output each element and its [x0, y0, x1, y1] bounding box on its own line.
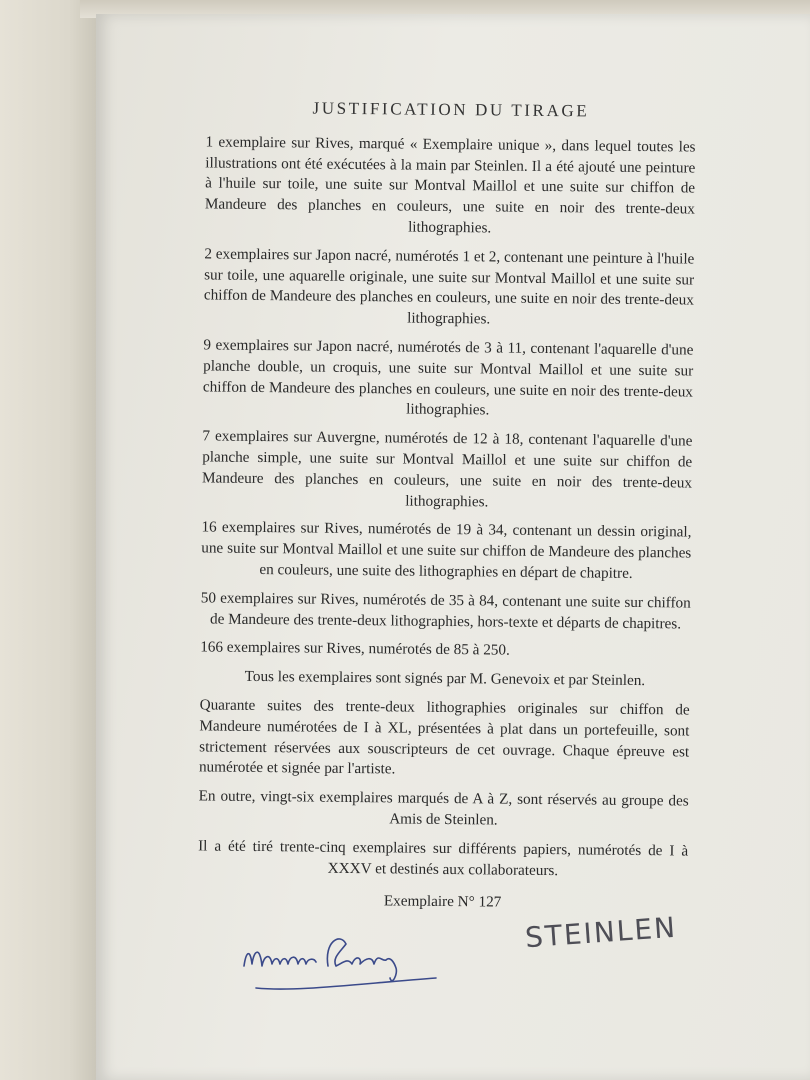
paragraph-9: Quarante suites des trente-deux lithographies originales sur chiffon de Mandeure numérotées de I à XL, présentées à plat dans un portefeuille, sont strictement réservées aux souscripteurs de cet ouvrage. Chaque épreuve est numérotée et signée par l'artiste. — [198, 696, 690, 778]
book-page — [96, 14, 810, 1080]
left-page — [0, 0, 99, 1080]
paragraph-8: Tous les exemplaires sont signés par M. Genevoix et par Steinlen. — [244, 667, 646, 690]
paragraph-2: 2 exemplaires sur Japon nacré, numérotés 1 et 2, contenant une peinture à l'huile sur toile, une aquarelle originale, une suite sur Montval Maillol et une suite sur chiffon de Mandeure des planches en couleurs, une suite en noir des trente-deux lithographies. — [203, 245, 695, 328]
justification-text — [197, 97, 695, 915]
exemplaire-number: Exemplaire N° 127 — [383, 892, 502, 911]
paragraph-6: 50 exemplaires sur Rives, numérotés de 35 à 84, contenant une suite sur chiffon de Mandeure des trente-deux lithographies, hors-texte et départs de chapitres. — [200, 589, 691, 632]
steinlen-stamp-signature: STEINLEN — [524, 910, 678, 955]
paragraph-5: 16 exemplaires sur Rives, numérotés de 19 à 34, contenant un dessin original, une suite sur Montval Maillol et une suite sur chiffon de Mandeure des planches en couleurs, une suite des lithographies en départ de chapitre. — [201, 518, 692, 582]
paragraph-11: Il a été tiré trente-cinq exemplaires sur différents papiers, numérotés de I à XXXV et destinés aux collaborateurs. — [198, 837, 689, 879]
paragraph-4: 7 exemplaires sur Auvergne, numérotés de 12 à 18, contenant l'aquarelle d'une planche simple, une suite sur Montval Maillol et une suite sur chiffon de Mandeure des planches en couleurs, une suite en noir des trente-deux lithographies. — [201, 427, 693, 510]
paragraph-10: En outre, vingt-six exemplaires marqués de A à Z, sont réservés au groupe des Amis de Steinlen. — [198, 787, 689, 829]
genevoix-signature-icon — [236, 922, 446, 1002]
paragraph-3: 9 exemplaires sur Japon nacré, numérotés de 3 à 11, contenant l'aquarelle d'une planche double, un croquis, une suite sur Montval Maillol et une suite sur chiffon de Mandeure des planches en couleurs, une suite en noir des trente-deux lithographies. — [202, 336, 694, 419]
paragraph-7: 166 exemplaires sur Rives, numérotés de 85 à 250. — [200, 638, 510, 659]
paragraph-1: 1 exemplaire sur Rives, marqué « Exemplaire unique », dans lequel toutes les illustrations ont été exécutées à la main par Steinlen. Il a été ajouté une peinture à l'huile sur toile, une suite sur Montval Maillol et une suite sur chiffon de Mandeure des planches en couleurs, une suite en noir des trente-deux lithographies. — [204, 133, 696, 237]
page-title: JUSTIFICATION DU TIRAGE — [312, 98, 590, 121]
